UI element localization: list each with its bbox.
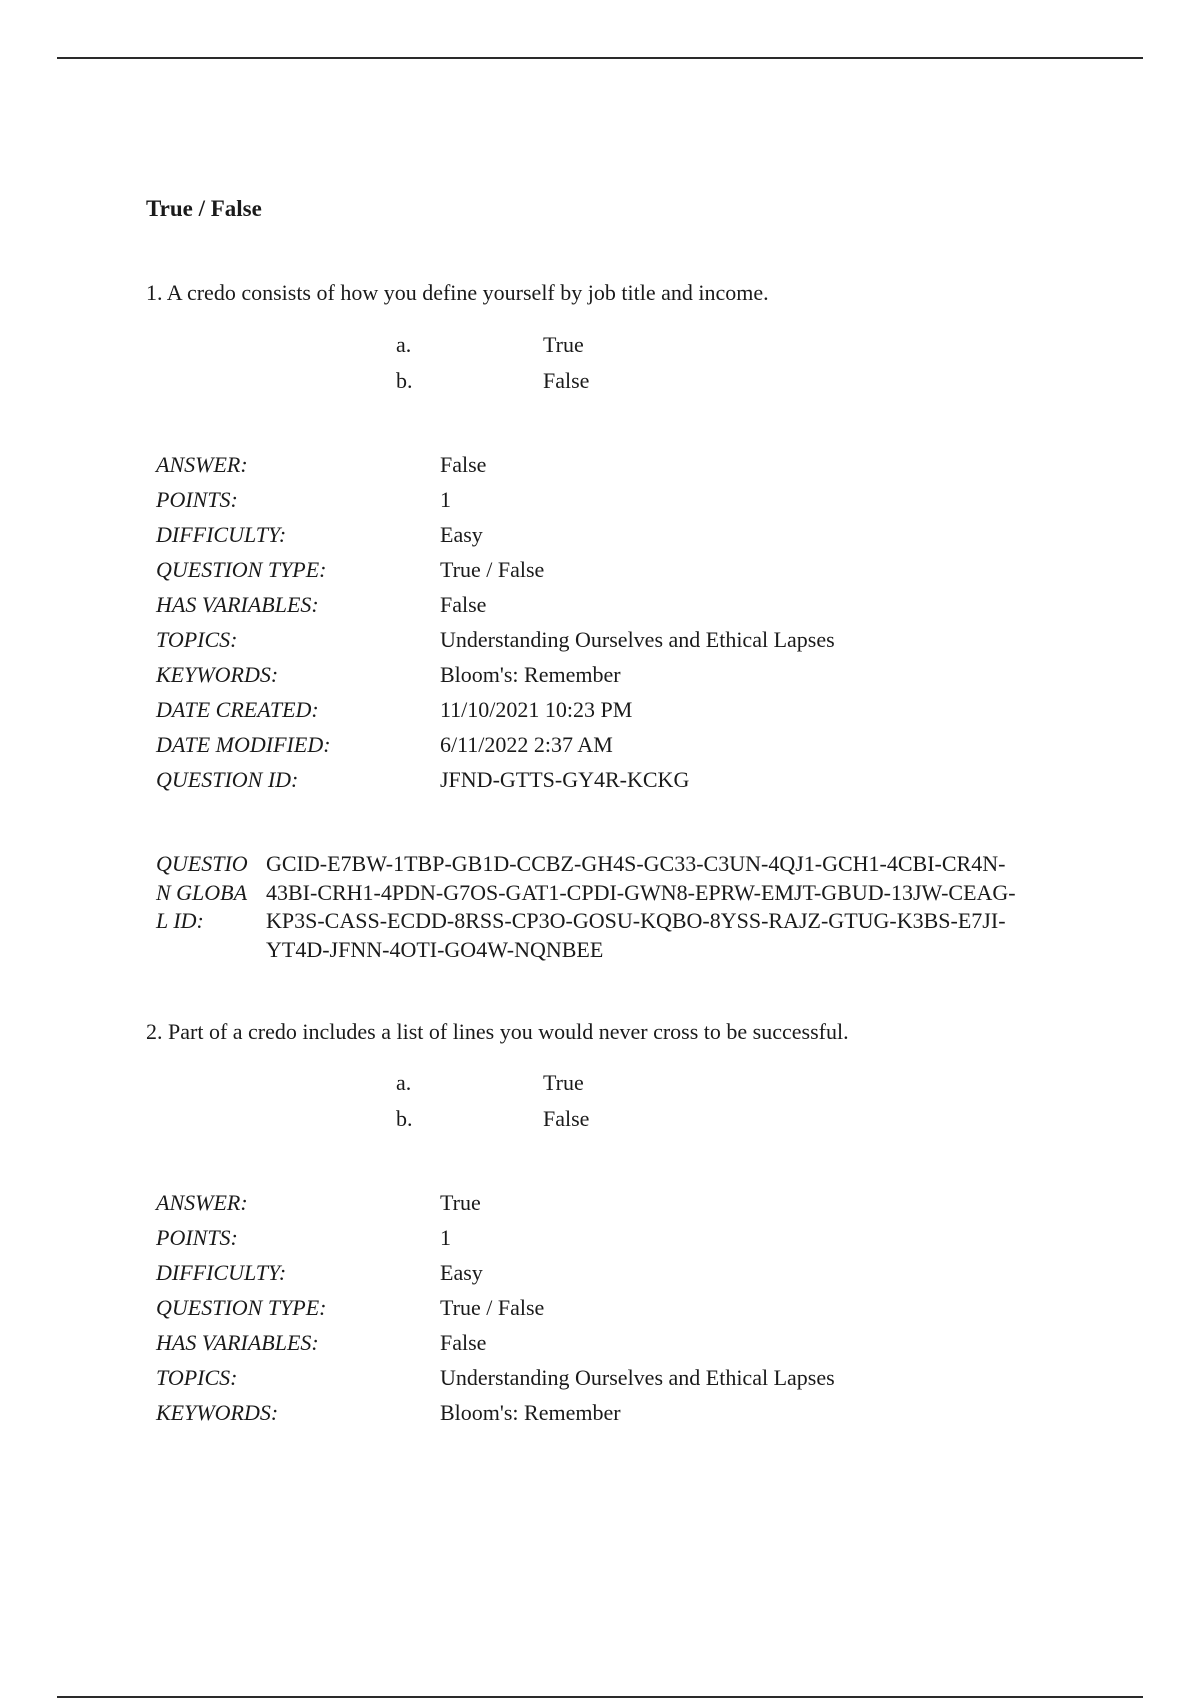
meta-label: DATE MODIFIED:: [156, 732, 331, 757]
meta-label: POINTS:: [156, 487, 238, 512]
meta-value: 11/10/2021 10:23 PM: [440, 697, 633, 722]
meta-value: Easy: [440, 522, 483, 547]
meta-label: KEYWORDS:: [156, 1400, 279, 1425]
top-rule: [57, 57, 1143, 59]
choice-text: True: [543, 332, 584, 357]
meta-value: Understanding Ourselves and Ethical Lapses: [440, 627, 835, 652]
meta-value: False: [440, 452, 487, 477]
meta-value: False: [440, 592, 487, 617]
meta-value: Easy: [440, 1260, 483, 1285]
meta-value: 1: [440, 1225, 451, 1250]
section-title: True / False: [146, 196, 262, 221]
question-text: 1. A credo consists of how you define yourself by job title and income.: [146, 280, 769, 305]
meta-value: False: [440, 1330, 487, 1355]
meta-label: DIFFICULTY:: [156, 1260, 287, 1285]
meta-label: HAS VARIABLES:: [156, 592, 319, 617]
choice-text: False: [543, 368, 590, 393]
meta-label: TOPICS:: [156, 627, 238, 652]
choice-letter: b.: [396, 1106, 413, 1131]
choice-letter: a.: [396, 332, 412, 357]
meta-value: Bloom's: Remember: [440, 1400, 621, 1425]
meta-label: QUESTION TYPE:: [156, 1295, 327, 1320]
choice-text: False: [543, 1106, 590, 1131]
meta-label: ANSWER:: [156, 1190, 248, 1215]
meta-value: JFND-GTTS-GY4R-KCKG: [440, 767, 690, 792]
global-id-value: GCID-E7BW-1TBP-GB1D-CCBZ-GH4S-GC33-C3UN-4QJ1-GCH1-4CBI-CR4N-43BI-CRH1-4PDN-G7OS-GAT1-CPDI-GWN8-EPRW-EMJT-GBUD-13JW-CEAG-KP3S-CASS-ECDD-8RSS-CP3O-GOSU-KQBO-8YSS-RAJZ-GTUG-K3BS-E7JI-YT4D-JFNN-4OTI-GO4W-NQNBEE: [266, 851, 1016, 962]
meta-label: KEYWORDS:: [156, 662, 279, 687]
meta-label: QUESTION TYPE:: [156, 557, 327, 582]
meta-label: ANSWER:: [156, 452, 248, 477]
meta-label: QUESTION ID:: [156, 767, 299, 792]
meta-value: Bloom's: Remember: [440, 662, 621, 687]
meta-value: Understanding Ourselves and Ethical Lapses: [440, 1365, 835, 1390]
bottom-rule: [57, 1696, 1143, 1698]
meta-value: 6/11/2022 2:37 AM: [440, 732, 613, 757]
meta-label: HAS VARIABLES:: [156, 1330, 319, 1355]
choice-letter: b.: [396, 368, 413, 393]
meta-value: True: [440, 1190, 481, 1215]
meta-label: POINTS:: [156, 1225, 238, 1250]
meta-value: True / False: [440, 1295, 545, 1320]
global-id-label: QUESTION GLOBAL ID:: [156, 851, 248, 933]
meta-label: DIFFICULTY:: [156, 522, 287, 547]
question-text: 2. Part of a credo includes a list of lines you would never cross to be successful.: [146, 1019, 849, 1044]
meta-value: True / False: [440, 557, 545, 582]
choice-letter: a.: [396, 1070, 412, 1095]
choice-text: True: [543, 1070, 584, 1095]
meta-label: DATE CREATED:: [156, 697, 319, 722]
meta-label: TOPICS:: [156, 1365, 238, 1390]
meta-value: 1: [440, 487, 451, 512]
